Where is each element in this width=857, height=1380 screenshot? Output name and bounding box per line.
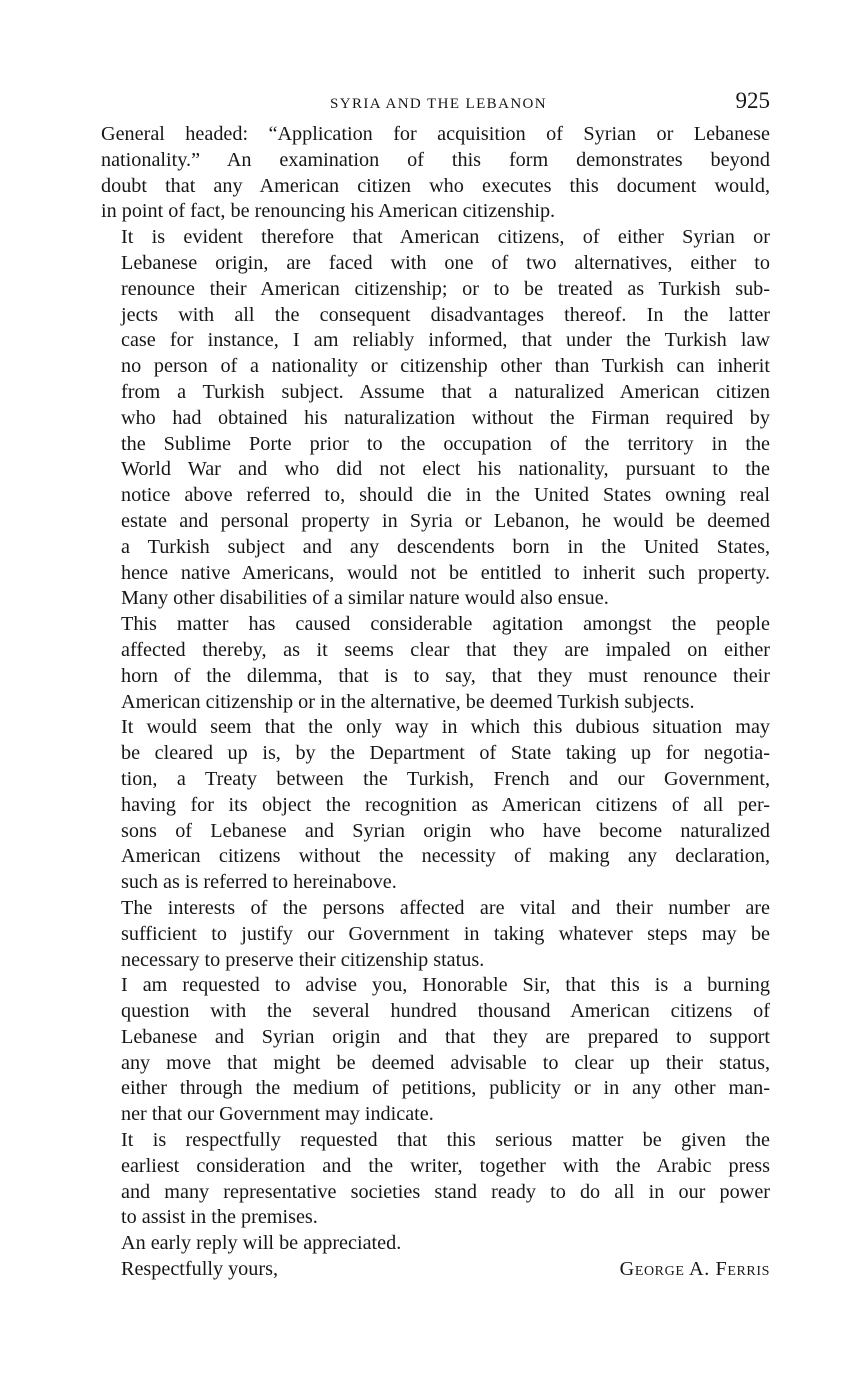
page-number: 925 [735,88,770,113]
text-line: who had obtained his naturalization without the Firman required by [121,406,770,429]
text-line: It would seem that the only way in which this dubious situation may [121,716,770,739]
text-line: doubt that any American citizen who executes this document would, [101,174,770,197]
text-line: affected thereby, as it seems clear that they are impaled on either [121,638,770,661]
text-line: a Turkish subject and any descendents born in the United States, [121,535,770,558]
text-line: This matter has caused considerable agitation amongst the people [121,613,770,636]
text-line: It is respectfully requested that this serious matter be given the [121,1129,770,1152]
text-line: sons of Lebanese and Syrian origin who have become naturalized [121,819,770,842]
paragraph [101,225,770,612]
letter-closing [101,1231,770,1283]
text-line: sufficient to justify our Government in taking whatever steps may be [121,922,770,945]
paragraph [101,1128,770,1231]
text-line: and many representative societies stand ready to do all in our power [121,1180,770,1203]
paragraph [101,122,770,225]
paragraph [101,973,770,1128]
text-line: case for instance, I am reliably informed, that under the Turkish law [121,329,770,352]
text-line: jects with all the consequent disadvantages thereof. In the latter [121,303,770,326]
valediction: Respectfully yours, [121,1258,278,1281]
text-line: having for its object the recognition as American citizens of all per- [121,793,770,816]
text-line: the Sublime Porte prior to the occupation of the territory in the [121,432,770,455]
text-line: either through the medium of petitions, publicity or in any other man- [121,1077,770,1100]
text-line: no person of a nationality or citizenship other than Turkish can inherit [121,355,770,378]
paragraph [101,715,770,896]
page-header [101,88,770,122]
text-line: such as is referred to hereinabove. [121,871,397,894]
text-line: earliest consideration and the writer, together with the Arabic press [121,1154,770,1177]
text-line: to assist in the premises. [121,1206,318,1229]
text-line: The interests of the persons affected are vital and their number are [121,896,770,919]
text-line: I am requested to advise you, Honorable Sir, that this is a burning [121,974,770,997]
text-line: in point of fact, be renouncing his American citizenship. [101,200,556,223]
text-line: hence native Americans, would not be entitled to inherit such property. [121,561,770,584]
reply-request-line: An early reply will be appreciated. [121,1232,402,1255]
running-title: SYRIA AND THE LEBANON [329,96,548,112]
document-page [101,88,770,1283]
text-line: Many other disabilities of a similar nature would also ensue. [121,587,609,610]
paragraph [101,896,770,973]
text-line: American citizens without the necessity of making any declaration, [121,845,770,868]
text-line: renounce their American citizenship; or to be treated as Turkish sub- [121,277,770,300]
letter-body [101,122,770,1283]
signature-name: George A. Ferris [619,1258,770,1281]
text-line: notice above referred to, should die in the United States owning real [121,484,770,507]
text-line: American citizenship or in the alternative, be deemed Turkish subjects. [121,690,695,713]
text-line: any move that might be deemed advisable to clear up their status, [121,1051,770,1074]
text-line: nationality.” An examination of this form demonstrates beyond [101,148,770,171]
text-line: from a Turkish subject. Assume that a naturalized American citizen [121,380,770,403]
text-line: be cleared up is, by the Department of State taking up for negotia- [121,742,770,765]
text-line: ner that our Government may indicate. [121,1103,434,1126]
text-line: estate and personal property in Syria or Lebanon, he would be deemed [121,509,770,532]
text-line: necessary to preserve their citizenship status. [121,948,485,971]
text-line: General headed: “Application for acquisition of Syrian or Lebanese [101,123,770,145]
text-line: horn of the dilemma, that is to say, that they must renounce their [121,664,770,687]
text-line: Lebanese origin, are faced with one of two alternatives, either to [121,251,770,274]
text-line: World War and who did not elect his nationality, pursuant to the [121,458,770,481]
signature-row [101,1257,770,1283]
text-line: question with the several hundred thousand American citizens of [121,1000,770,1023]
text-line: Lebanese and Syrian origin and that they are prepared to support [121,1025,770,1048]
text-line: tion, a Treaty between the Turkish, French and our Government, [121,767,770,790]
paragraph [101,612,770,715]
text-line: It is evident therefore that American citizens, of either Syrian or [121,226,770,249]
